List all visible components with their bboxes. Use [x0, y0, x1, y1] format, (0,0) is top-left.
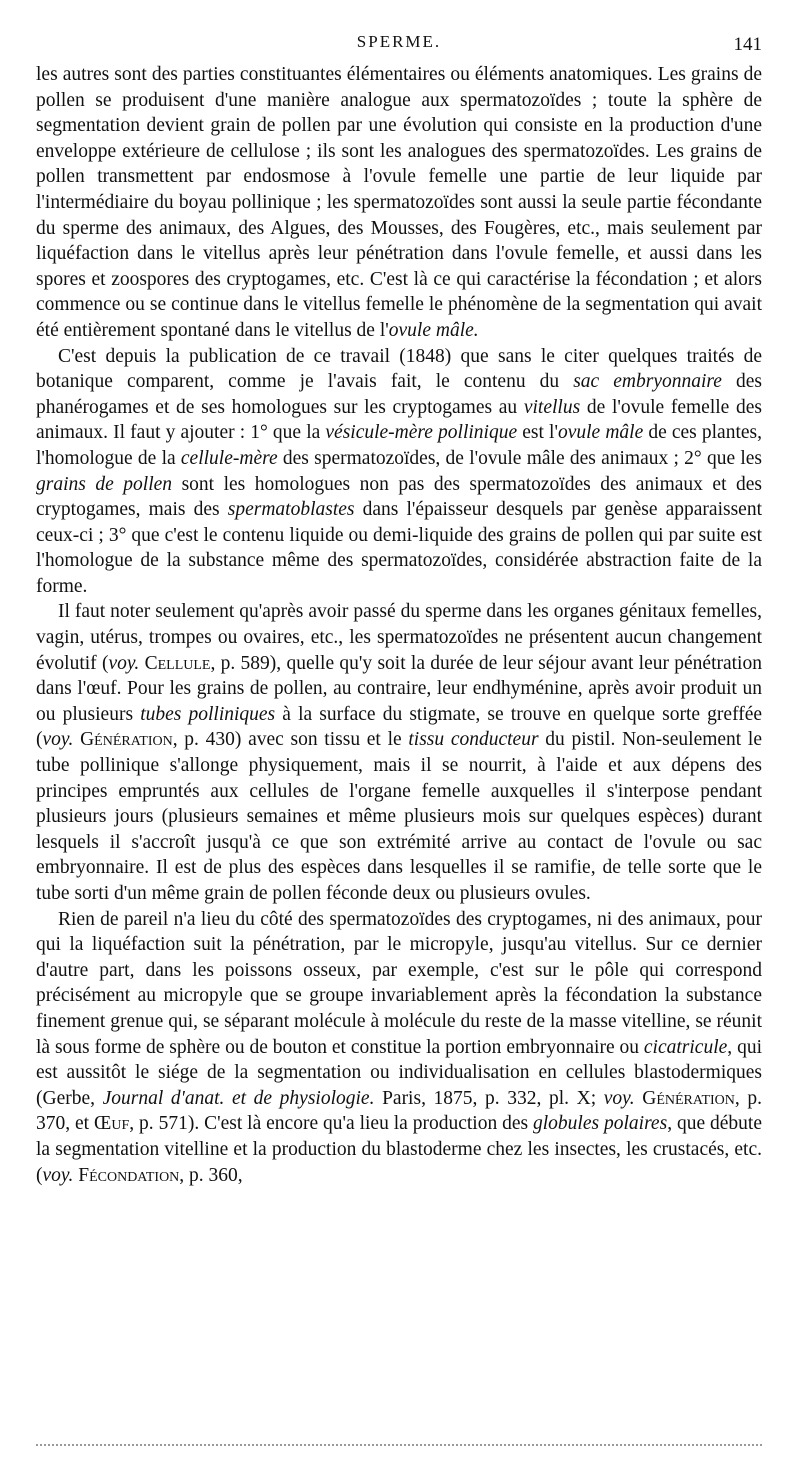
- text-run: de l'ovule femelle des animaux. Il faut y ajouter : 1° que la: [36, 396, 762, 444]
- text-run: Paris, 1875, p. 332, pl. X;: [374, 1087, 604, 1109]
- running-title: SPERME.: [356, 32, 442, 51]
- text-run: les autres sont des parties constituantes élémentaires ou éléments anatomiques. Les grains de pollen se produisent d'une manière analogue aux spermatozoïdes ; toute la sphère de segmentation devient grain de pollen par une évolution qui consiste en la production d'une enveloppe extérieure de cellulose ; ils sont les analogues des spermatozoïdes. Les grains de pollen transmettent par endosmose à l'ovule femelle une partie de leur liquide par l'intermédiaire du boyau pollinique ; les spermatozoïdes sont aussi la seule partie fécondante du sperme des animaux, des Algues, des Mousses, des Fougères, etc., mais seulement par liquéfaction dans le vitellus après leur pénétration dans l'ovule femelle, et aussi dans les spores et zoospores des cryptogames, etc. C'est là ce qui caractérise la fécondation ; et alors commence ou se continue dans le vitellus femelle le phénomène de la segmentation qui avait été entièrement spontané dans le vitellus de l': [36, 64, 762, 341]
- italic-term: voy.: [603, 1087, 635, 1109]
- paragraph-2: [36, 344, 762, 600]
- cross-reference: Fécondation: [73, 1164, 180, 1186]
- text-run: à la surface du stigmate, se trouve en quelque sorte greffée (: [36, 703, 763, 751]
- text-run: sont les homologues non pas des spermatozoïdes des animaux et des cryptogames, mais des: [36, 473, 763, 521]
- text-run: , p. 370, et: [36, 1087, 763, 1135]
- cross-reference: Génération: [634, 1087, 735, 1109]
- text-run: Il faut noter seulement qu'après avoir passé du sperme dans les organes génitaux femelles, vagin, utérus, trompes ou ovaires, etc., les spermatozoïdes ne présentent aucun changement évolutif (: [36, 601, 762, 674]
- italic-term: tubes polliniques: [140, 703, 276, 725]
- text-run: du pistil. Non-seulement le tube pollinique s'allonge physiquement, mais il se nourrit, à l'aide et aux dépens des principes empruntés aux cellules de l'organe femelle auxquelles il s'interpose pendant plusieurs jours (plusieurs semaines et même plusieurs mois sur quelques espèces) durant lesquels il s'accroît jusqu'à ce que son extrémité arrive au contact de l'ovule ou sac embryonnaire. Il est de plus des espèces dans lesquelles il se ramifie, de telle sorte que le tube sorti d'un même grain de pollen féconde deux ou plusieurs ovules.: [36, 729, 762, 904]
- text-run: , p. 571). C'est là encore qu'a lieu la production des: [129, 1113, 533, 1135]
- italic-term: Journal d'anat. et de physiologie.: [102, 1087, 375, 1109]
- italic-term: voy.: [42, 1164, 74, 1186]
- italic-term: ovule mâle: [557, 422, 644, 444]
- paragraph-3: [36, 599, 762, 906]
- text-run: est l': [517, 422, 558, 444]
- text-run: des phanérogames et de ses homologues sur les cryptogames au: [36, 371, 762, 418]
- italic-term: tissu conducteur: [408, 729, 539, 751]
- text-run: Rien de pareil n'a lieu du côté des spermatozoïdes des cryptogames, ni des animaux, pour qui la liquéfaction suit la pénétration, par le micropyle, jusqu'au vitellus. Sur ce dernier d'autre part, dans les poissons osseux, par exemple, c'est sur le pôle qui correspond précisément au micropyle que se groupe invariablement après la fécondation la substance finement grenue qui, se séparant molécule à molécule du reste de la masse vitelline, se réunit là sous forme de sphère ou de bouton et constitue la portion embryonnaire ou: [36, 908, 762, 1058]
- text-run: , p. 430) avec son tissu et le: [172, 729, 409, 751]
- text-run: , p. 360,: [179, 1164, 243, 1186]
- italic-term: cellule-mère: [180, 447, 278, 469]
- running-head: [36, 28, 762, 62]
- text-run: C'est depuis la publication de ce travail (1848) que sans le citer quelques traités de botanique comparent, comme je l'avais fait, le contenu du: [36, 345, 762, 393]
- italic-term: spermatoblastes: [227, 499, 355, 521]
- paragraph-4: [36, 907, 762, 1189]
- text-run: des spermatozoïdes, de l'ovule mâle des animaux ; 2° que les: [277, 447, 763, 469]
- italic-term: grains de pollen: [36, 473, 173, 495]
- text-run: , p. 589), quelle qu'y soit la durée de leur séjour avant leur pénétration dans l'œuf. Pour les grains de pollen, au contraire, leur endhyménine, après avoir produit un ou plusieurs: [36, 652, 762, 725]
- italic-term: voy.: [108, 652, 140, 674]
- text-run: dans l'épaisseur desquels par genèse apparaissent ceux-ci ; 3° que c'est le contenu liquide ou demi-liquide des grains de pollen qui par suite est l'homologue de la substance même des spermatozoïdes, considérée abstraction faite de la forme.: [36, 499, 762, 597]
- text-run: de ces plantes, l'homologue de la: [36, 422, 762, 469]
- body-text: [36, 62, 762, 1188]
- italic-term: ovule mâle.: [388, 319, 479, 341]
- page-number: 141: [733, 34, 762, 55]
- italic-term: sac embryonnaire: [573, 371, 722, 393]
- cross-reference: Génération: [73, 729, 173, 751]
- text-run: , que débute la segmentation vitelline et la production du blastoderme chez les insectes, les crustacés, etc. (: [36, 1113, 763, 1186]
- italic-term: vésicule-mère pollinique: [325, 422, 518, 444]
- paragraph-1: [36, 62, 762, 344]
- italic-term: globules polaires: [533, 1113, 668, 1135]
- cut-off-next-line: [36, 1444, 762, 1452]
- cross-reference: Œuf: [94, 1113, 130, 1135]
- cross-reference: Cellule: [139, 652, 211, 674]
- text-run: , qui est aussitôt le siége de la segmentation ou individualisation en cellules blastodermiques (Gerbe,: [36, 1036, 762, 1109]
- italic-term: voy.: [42, 729, 74, 751]
- italic-term: vitellus: [523, 396, 581, 418]
- italic-term: cicatricule: [643, 1036, 728, 1058]
